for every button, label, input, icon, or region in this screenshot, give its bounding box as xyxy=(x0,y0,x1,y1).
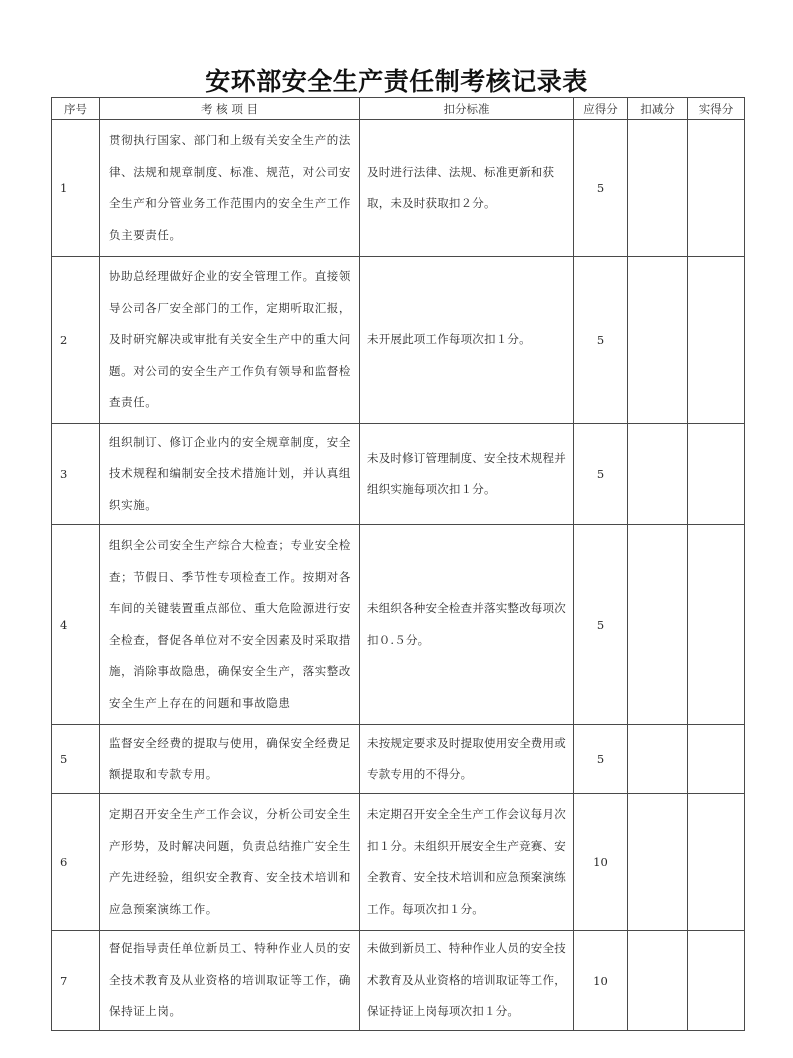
row-actual-cell[interactable] xyxy=(688,931,745,1031)
row-index: 6 xyxy=(52,794,100,931)
row-item: 督促指导责任单位新员工、特种作业人员的安全技术教育及从业资格的培训取证等工作，确保持证上岗。 xyxy=(100,931,360,1031)
row-deducted-cell[interactable] xyxy=(628,424,688,525)
header-standard: 扣分标准 xyxy=(360,98,574,120)
table-row xyxy=(52,794,745,931)
header-index: 序号 xyxy=(52,98,100,120)
row-due-score: 5 xyxy=(574,257,628,424)
row-deducted-cell[interactable] xyxy=(628,525,688,725)
row-due-score: 5 xyxy=(574,725,628,794)
table-row xyxy=(52,931,745,1031)
row-actual-cell[interactable] xyxy=(688,525,745,725)
header-actual: 实得分 xyxy=(688,98,745,120)
row-item: 组织制订、修订企业内的安全规章制度，安全技术规程和编制安全技术措施计划，并认真组织实施。 xyxy=(100,424,360,525)
row-deducted-cell[interactable] xyxy=(628,120,688,257)
table-row xyxy=(52,725,745,794)
header-item: 考 核 项 目 xyxy=(100,98,360,120)
assessment-table xyxy=(51,97,745,1031)
row-index: 3 xyxy=(52,424,100,525)
row-index: 4 xyxy=(52,525,100,725)
row-index: 5 xyxy=(52,725,100,794)
row-standard: 未组织各种安全检查并落实整改每项次扣０.５分。 xyxy=(360,525,574,725)
row-due-score: 5 xyxy=(574,424,628,525)
row-item: 协助总经理做好企业的安全管理工作。直接领导公司各厂安全部门的工作，定期听取汇报，及时研究解决或审批有关安全生产中的重大问题。对公司的安全生产工作负有领导和监督检查责任。 xyxy=(100,257,360,424)
row-actual-cell[interactable] xyxy=(688,794,745,931)
row-standard: 未按规定要求及时提取使用安全费用或专款专用的不得分。 xyxy=(360,725,574,794)
row-standard: 未做到新员工、特种作业人员的安全技术教育及从业资格的培训取证等工作，保证持证上岗每项次扣１分。 xyxy=(360,931,574,1031)
row-actual-cell[interactable] xyxy=(688,120,745,257)
row-due-score: 10 xyxy=(574,794,628,931)
document-title: 安环部安全生产责任制考核记录表 xyxy=(205,67,588,96)
table-header-row xyxy=(52,98,745,120)
row-deducted-cell[interactable] xyxy=(628,257,688,424)
row-actual-cell[interactable] xyxy=(688,725,745,794)
row-due-score: 5 xyxy=(574,525,628,725)
table-row xyxy=(52,120,745,257)
row-standard: 未开展此项工作每项次扣１分。 xyxy=(360,257,574,424)
row-standard: 未定期召开安全全生产工作会议每月次扣１分。未组织开展安全生产竞赛、安全教育、安全技术培训和应急预案演练工作。每项次扣１分。 xyxy=(360,794,574,931)
row-item: 定期召开安全生产工作会议，分析公司安全生产形势，及时解决问题，负责总结推广安全生产先进经验，组织安全教育、安全技术培训和应急预案演练工作。 xyxy=(100,794,360,931)
row-due-score: 10 xyxy=(574,931,628,1031)
row-due-score: 5 xyxy=(574,120,628,257)
row-item: 监督安全经费的提取与使用，确保安全经费足额提取和专款专用。 xyxy=(100,725,360,794)
table-row xyxy=(52,525,745,725)
row-standard: 未及时修订管理制度、安全技术规程并组织实施每项次扣１分。 xyxy=(360,424,574,525)
row-item: 贯彻执行国家、部门和上级有关安全生产的法律、法规和规章制度、标准、规范，对公司安全生产和分管业务工作范围内的安全生产工作负主要责任。 xyxy=(100,120,360,257)
row-deducted-cell[interactable] xyxy=(628,931,688,1031)
row-actual-cell[interactable] xyxy=(688,424,745,525)
table-row xyxy=(52,257,745,424)
header-deducted: 扣减分 xyxy=(628,98,688,120)
row-item: 组织全公司安全生产综合大检查；专业安全检查；节假日、季节性专项检查工作。按期对各车间的关键装置重点部位、重大危险源进行安全检查，督促各单位对不安全因素及时采取措施，消除事故隐患，确保安全生产，落实整改安全生产上存在的问题和事故隐患 xyxy=(100,525,360,725)
row-deducted-cell[interactable] xyxy=(628,725,688,794)
row-actual-cell[interactable] xyxy=(688,257,745,424)
header-due-score: 应得分 xyxy=(574,98,628,120)
row-index: 1 xyxy=(52,120,100,257)
row-index: 2 xyxy=(52,257,100,424)
table-row xyxy=(52,424,745,525)
row-standard: 及时进行法律、法规、标准更新和获取，未及时获取扣２分。 xyxy=(360,120,574,257)
row-deducted-cell[interactable] xyxy=(628,794,688,931)
row-index: 7 xyxy=(52,931,100,1031)
